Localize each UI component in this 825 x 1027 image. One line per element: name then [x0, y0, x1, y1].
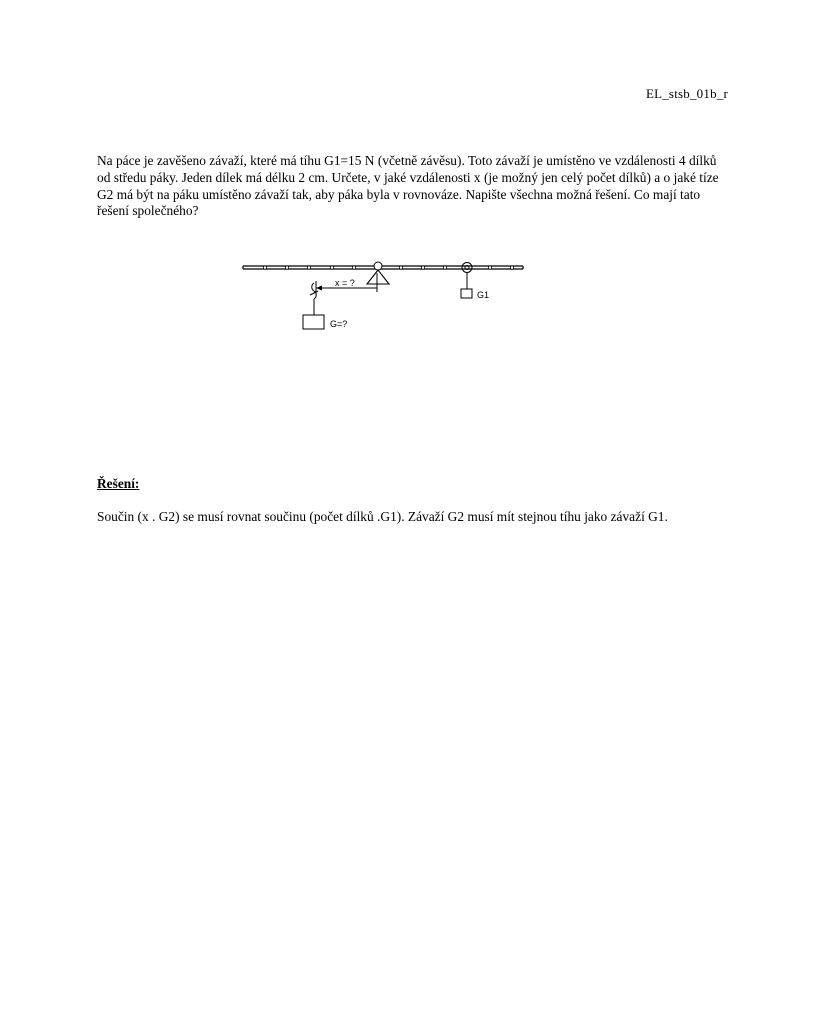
unknown-weight-box [303, 315, 324, 329]
document-code: EL_stsb_01b_r [645, 86, 728, 101]
lever-diagram [240, 255, 530, 340]
unknown-weight-label: G=? [330, 319, 348, 329]
known-weight-label: G1 [477, 290, 490, 300]
distance-label: x = ? [335, 278, 355, 288]
lever-diagram-svg [240, 255, 530, 340]
known-weight-box [461, 289, 472, 298]
pivot-fulcrum [367, 262, 389, 284]
problem-text: Na páce je zavěšeno závaží, které má tíhu G1=15 N (včetně závěsu). Toto závaží je umístěno ve vzdálenosti 4 dílků od středu páky. Jeden dílek má délku 2 cm. Určete, v jaké vzdálenosti x (je možný jen celý počet dílků) a o jaké tíze G2 má být na páku umístěno závaží tak, aby páka byla v rovnováze. Napište všechna možná řešení. Co mají tato řešení společného? [97, 153, 719, 219]
solution-heading: Řešení: [97, 476, 140, 491]
solution-text: Součin (x . G2) se musí rovnat součinu (počet dílků .G1). Závaží G2 musí mít stejnou tíhu jako závaží G1. [97, 509, 668, 524]
